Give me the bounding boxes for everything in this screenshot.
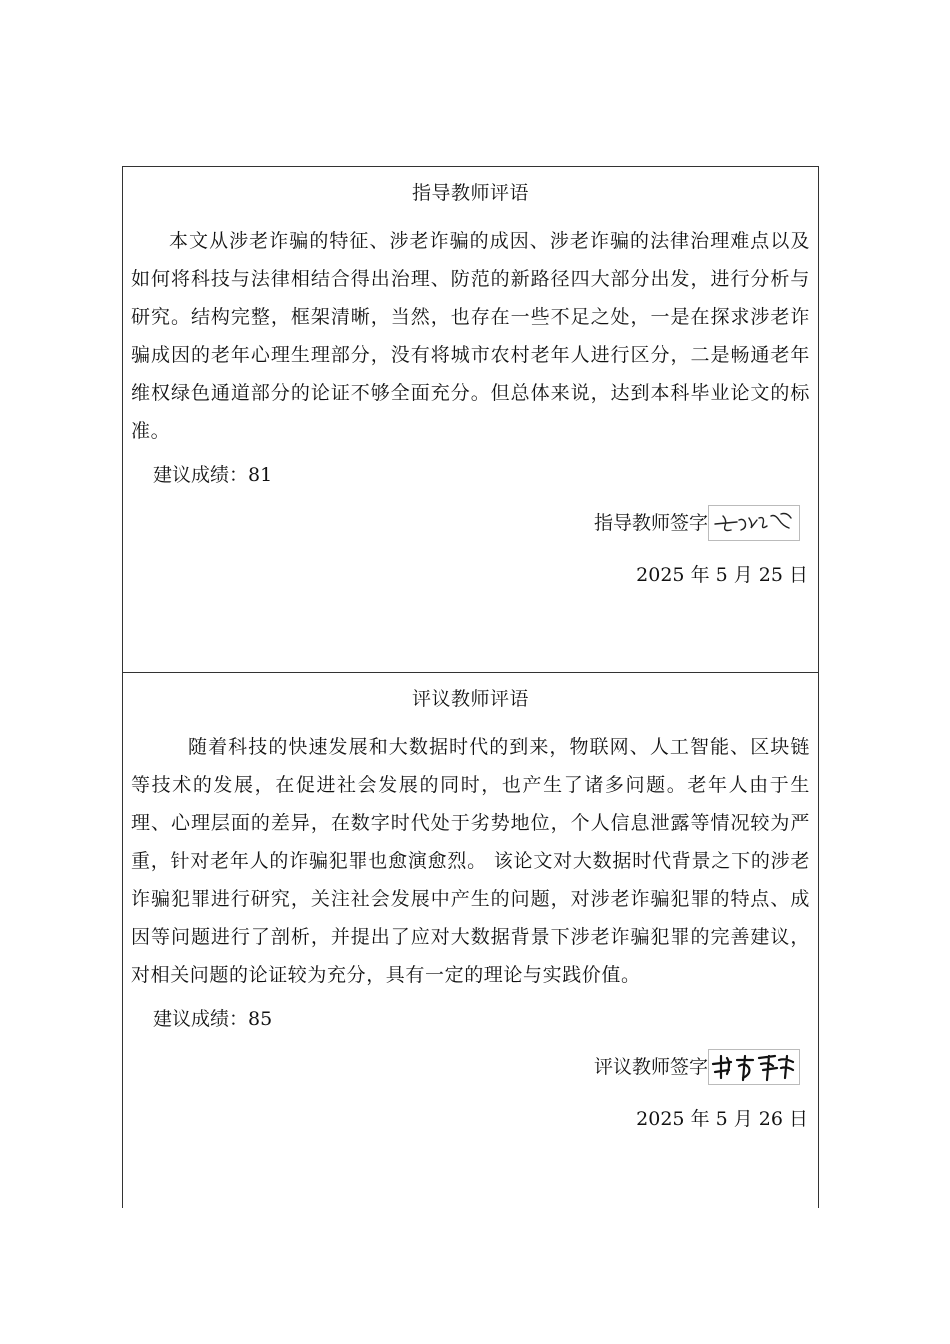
reviewer-heading: 评议教师评语: [411, 688, 529, 710]
evaluation-table: [122, 166, 819, 1208]
reviewer-comment-cell: [123, 673, 818, 1208]
reviewer-grade: 建议成绩：85: [153, 1008, 273, 1030]
advisor-date: 2025 年 5 月 25 日: [636, 564, 808, 586]
reviewer-signature-row: [131, 1048, 810, 1086]
advisor-signature-label: 指导教师签字: [593, 512, 708, 534]
reviewer-signature-label: 评议教师签字: [593, 1056, 708, 1078]
reviewer-comment: 随着科技的快速发展和大数据时代的到来，物联网、人工智能、区块链等技术的发展，在促进社会发展的同时，也产生了诸多问题。老年人由于生理、心理层面的差异，在数字时代处于劣势地位，个人信息泄露等情况较为严重，针对老年人的诈骗犯罪也愈演愈烈。 该论文对大数据时代背景之下的涉老诈骗犯罪进行研究，关注社会发展中产生的问题，对涉老诈骗犯罪的特点、成因等问题进行了剖析，并提出了应对大数据背景下涉老诈骗犯罪的完善建议，对相关问题的论证较为充分，具有一定的理论与实践价值。: [131, 736, 810, 986]
advisor-comment-cell: [123, 167, 818, 673]
reviewer-date: 2025 年 5 月 26 日: [636, 1108, 808, 1130]
advisor-comment: 本文从涉老诈骗的特征、涉老诈骗的成因、涉老诈骗的法律治理难点以及如何将科技与法律相结合得出治理、防范的新路径四大部分出发，进行分析与研究。结构完整，框架清晰，当然，也存在一些不足之处，一是在探求涉老诈骗成因的老年心理生理部分，没有将城市农村老年人进行区分，二是畅通老年维权绿色通道部分的论证不够全面充分。但总体来说，达到本科毕业论文的标准。: [131, 230, 810, 442]
advisor-signature-row: [131, 504, 810, 542]
advisor-heading: 指导教师评语: [411, 182, 529, 204]
reviewer-signature-image: [708, 1049, 800, 1085]
advisor-signature-image: [708, 505, 800, 541]
advisor-grade: 建议成绩：81: [153, 464, 273, 486]
